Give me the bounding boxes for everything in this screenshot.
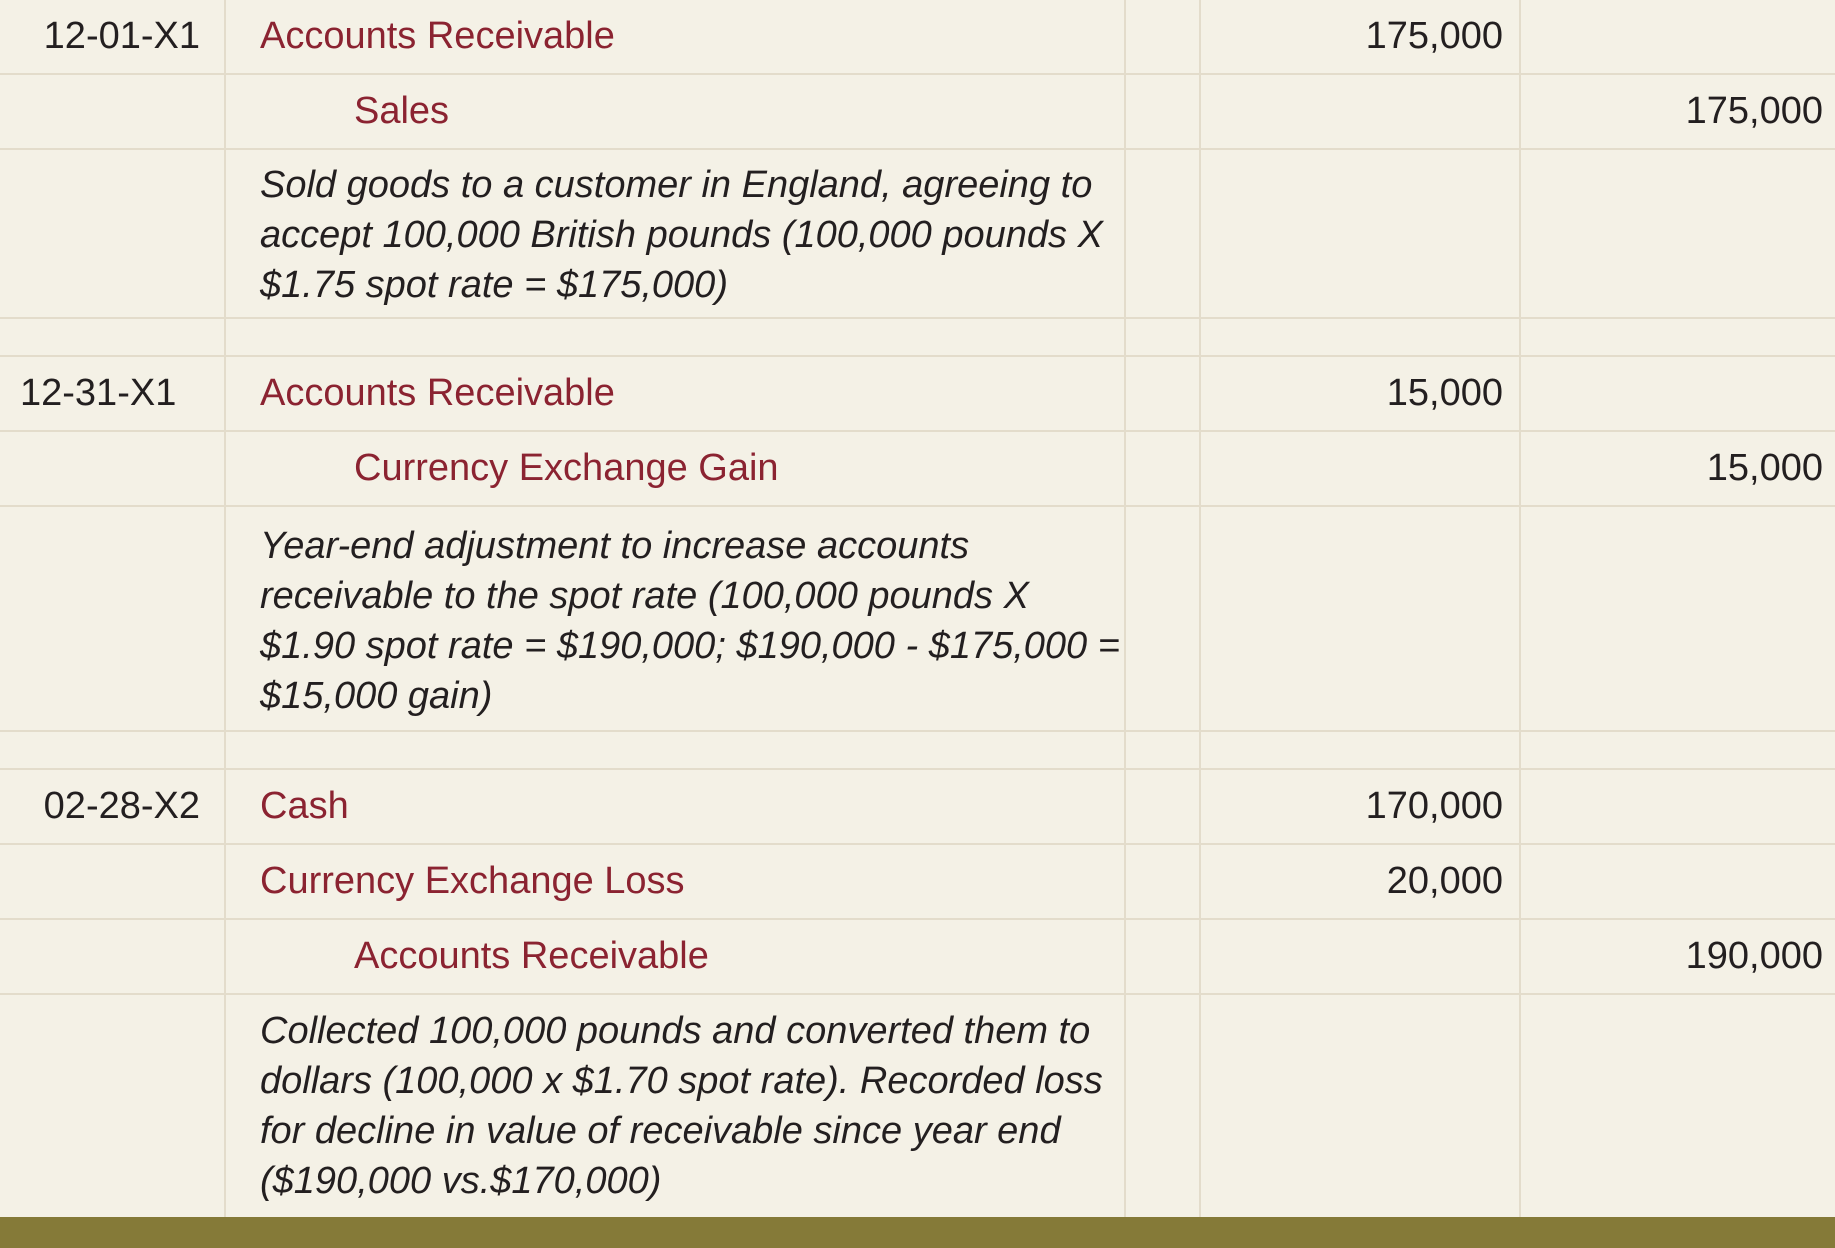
entry-date: 12-01-X1 <box>43 15 200 57</box>
credit-amount: 15,000 <box>1706 447 1823 489</box>
credit-amount <box>1521 0 1835 73</box>
credit-amount <box>1521 357 1835 430</box>
credit-amount <box>1521 845 1835 918</box>
journal-line <box>0 920 1835 993</box>
journal-line <box>0 845 1835 918</box>
column-divider <box>224 0 226 1217</box>
entry-explanation: Year-end adjustment to increase accounts receivable to the spot rate (100,000 pounds X $1.90 spot rate = $190,000; $190,000 - $175,000 = $15,000 gain) <box>260 525 1120 717</box>
column-divider <box>1124 0 1126 1217</box>
credit-amount: 190,000 <box>1685 935 1823 977</box>
debit-account: Accounts Receivable <box>260 15 615 57</box>
row-divider <box>0 148 1835 150</box>
footer-bar <box>0 1217 1835 1248</box>
debit-amount: 15,000 <box>1386 372 1503 414</box>
entry-explanation: Collected 100,000 pounds and converted them to dollars (100,000 x $1.70 spot rate). Recorded loss for decline in value of receivable since year end ($190,000 vs.$170,000) <box>260 1010 1103 1202</box>
journal-line <box>0 432 1835 505</box>
credit-account: Sales <box>354 90 450 132</box>
credit-account: Accounts Receivable <box>354 935 709 977</box>
entry-date: 12-31-X1 <box>20 372 177 414</box>
debit-amount: 175,000 <box>1365 15 1503 57</box>
journal-line <box>0 0 1835 73</box>
journal-line <box>0 75 1835 148</box>
row-divider <box>0 317 1835 319</box>
debit-amount: 170,000 <box>1365 785 1503 827</box>
credit-account: Currency Exchange Gain <box>354 447 779 489</box>
debit-account: Currency Exchange Loss <box>260 860 685 902</box>
debit-amount <box>1201 432 1521 505</box>
row-divider <box>0 730 1835 732</box>
journal-line <box>0 770 1835 843</box>
debit-amount <box>1201 920 1521 993</box>
entry-date: 02-28-X2 <box>43 785 200 827</box>
debit-amount: 20,000 <box>1386 860 1503 902</box>
debit-amount <box>1201 75 1521 148</box>
journal-line <box>0 357 1835 430</box>
credit-amount: 175,000 <box>1685 90 1823 132</box>
column-divider <box>1519 0 1521 1217</box>
row-divider <box>0 505 1835 507</box>
row-divider <box>0 993 1835 995</box>
credit-amount <box>1521 770 1835 843</box>
debit-account: Accounts Receivable <box>260 372 615 414</box>
column-divider <box>1199 0 1201 1217</box>
entry-explanation: Sold goods to a customer in England, agreeing to accept 100,000 British pounds (100,000 pounds X $1.75 spot rate = $175,000) <box>260 164 1103 306</box>
debit-account: Cash <box>260 785 349 827</box>
